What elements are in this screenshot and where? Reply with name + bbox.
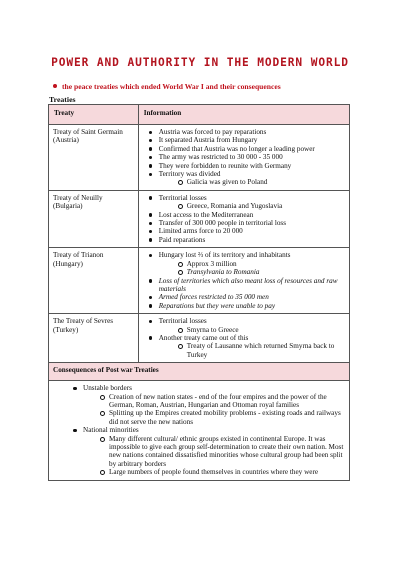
list-item: They were forbidden to reunite with Germany	[159, 162, 345, 170]
consequences-header-row	[49, 363, 350, 381]
list-item	[159, 251, 345, 276]
treaty-name: Treaty of Neuilly (Bulgaria)	[49, 190, 139, 247]
page-title: POWER AND AUTHORITY IN THE MODERN WORLD	[51, 56, 349, 69]
table-row	[49, 125, 350, 191]
list-item: Limited arms force to 20 000	[159, 227, 345, 235]
table-row	[49, 190, 350, 247]
sub-list-item: Creation of new nation states - end of the four empires and the power of the German, Roman, Austrian, Hungarian and Ottoman royal families	[109, 393, 345, 410]
list-item: The army was restricted to 30 000 - 35 000	[159, 153, 345, 161]
sub-list-item: Treaty of Lausanne which returned Smyrna back to Turkey	[187, 342, 345, 359]
treaty-information	[138, 314, 349, 363]
sub-list-item: Galicia was given to Poland	[187, 178, 345, 186]
list-item-text: Unstable borders	[83, 384, 132, 393]
header-treaty: Treaty	[49, 105, 139, 125]
list-item: Austria was forced to pay reparations	[159, 128, 345, 136]
treaty-information	[138, 190, 349, 247]
treaty-name: Treaty of Saint Germain (Austria)	[49, 125, 139, 191]
sub-list-item: Greece, Romania and Yugoslavia	[187, 202, 345, 210]
list-item: Paid reparations	[159, 236, 345, 244]
sub-list-item: Splitting up the Empires created mobility problems - existing roads and railways did not serve the new nations	[109, 409, 345, 426]
list-item-text: Territory was divided	[158, 170, 221, 179]
treaty-name: Treaty of Trianon (Hungary)	[49, 248, 139, 314]
list-item: It separated Austria from Hungary	[159, 136, 345, 144]
list-item: Armed forces restricted to 35 000 men	[159, 293, 345, 301]
treaty-information	[138, 125, 349, 191]
sub-list-item: Transylvania to Romania	[187, 268, 345, 276]
treaty-name: The Treaty of Sevres (Turkey)	[49, 314, 139, 363]
list-item: Loss of territories which also meant loss of resources and raw materials	[159, 277, 345, 294]
sub-list-item: Smyrna to Greece	[187, 326, 345, 334]
table-row	[49, 314, 350, 363]
list-item	[83, 426, 345, 476]
sub-list-item: Large numbers of people found themselves in countries where they were	[109, 468, 345, 476]
list-item-text: Territorial losses	[158, 317, 207, 326]
list-item	[159, 334, 345, 359]
treaties-table	[48, 104, 350, 481]
list-item	[159, 194, 345, 211]
list-item-text: National minorities	[83, 426, 139, 435]
list-item-text: Territorial losses	[158, 193, 207, 202]
table-row	[49, 248, 350, 314]
list-item: Transfer of 300 000 people in territorial loss	[159, 219, 345, 227]
list-item	[159, 317, 345, 334]
sub-list-item: Many different cultural/ ethnic groups existed in continental Europe. It was impossible to give each group self-determination to create their own nation. Most new nations contained dissatisfied minorities whose cultural group had been split by arbitrary borders	[109, 434, 344, 468]
subheading-text: the peace treaties which ended World War I and their consequences	[62, 82, 281, 91]
consequences-body	[49, 381, 350, 480]
table-header-row	[49, 105, 350, 125]
list-item-text: Another treaty came out of this	[158, 333, 249, 342]
list-item	[159, 170, 345, 187]
section-subheading	[62, 82, 281, 91]
header-information: Information	[138, 105, 349, 125]
list-item: Lost access to the Mediterranean	[159, 211, 345, 219]
treaty-information	[138, 248, 349, 314]
sub-list-item: Approx 3 million	[187, 260, 345, 268]
list-item: Reparations but they were unable to pay	[159, 302, 345, 310]
consequences-row	[49, 381, 350, 480]
list-item: Confirmed that Austria was no longer a leading power	[159, 145, 345, 153]
list-item-text: Hungary lost ⅔ of its territory and inhabitants	[158, 251, 291, 260]
list-item	[83, 384, 345, 426]
consequences-heading: Consequences of Post war Treaties	[49, 363, 350, 381]
bullet-icon	[53, 84, 57, 88]
table-label: Treaties	[49, 95, 76, 104]
